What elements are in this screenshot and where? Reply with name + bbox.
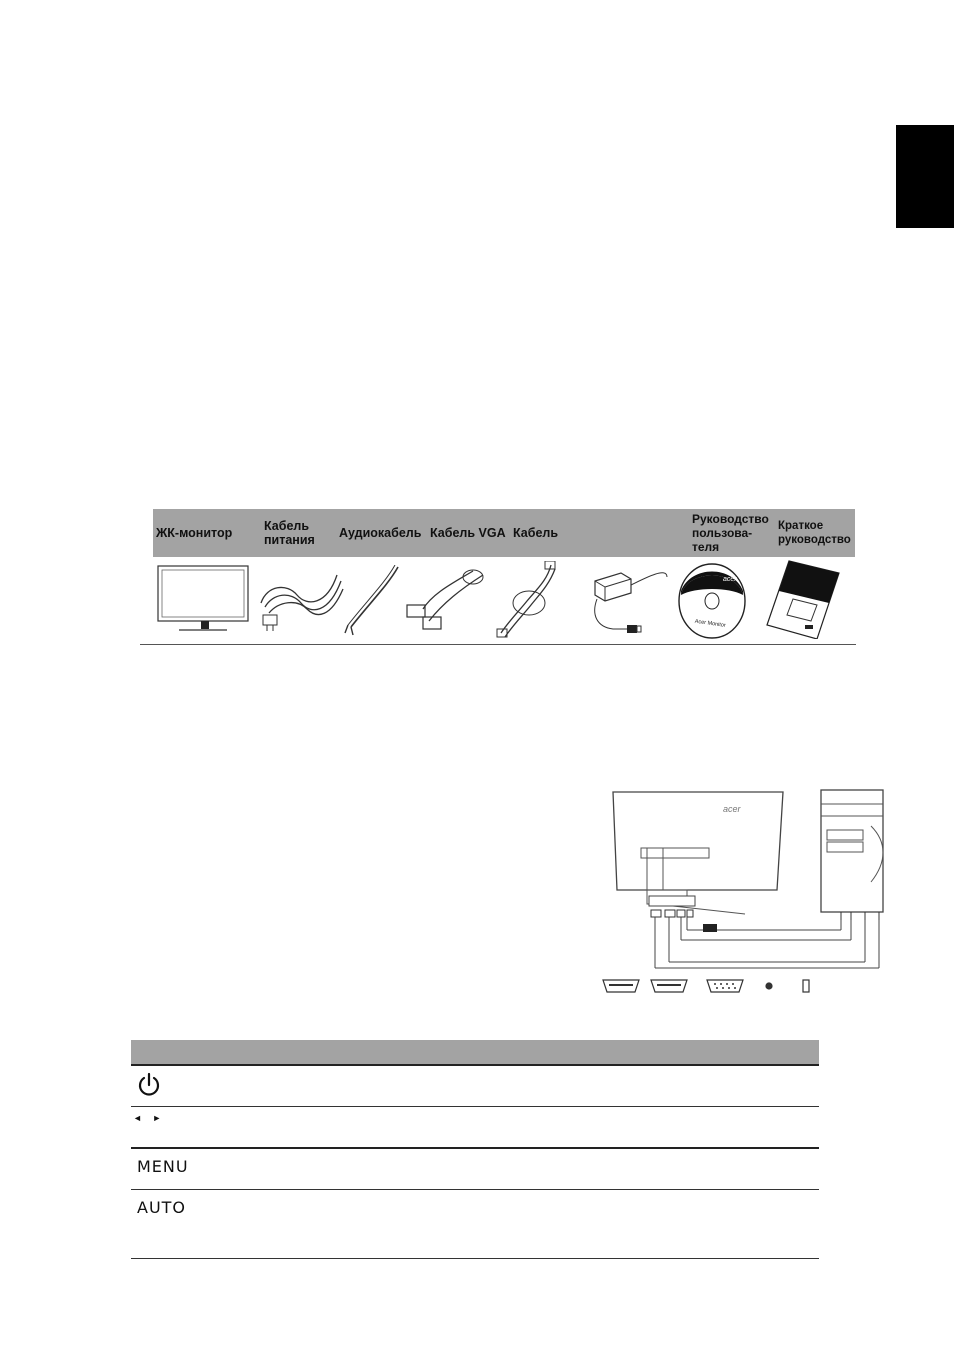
label-user-manual-line1: Руководство <box>692 512 769 526</box>
left-right-arrows-icon: ◄ ► <box>133 1113 166 1123</box>
label-audio-cable: Аудиокабель <box>339 526 422 540</box>
package-header <box>153 509 855 557</box>
lcd-monitor-icon <box>157 565 249 635</box>
quick-guide-icon <box>765 559 841 639</box>
label-power-cable-line2: питания <box>264 533 315 547</box>
label-quick-guide-line2: руководство <box>778 534 851 546</box>
controls-table <box>131 1040 819 1259</box>
label-lcd-monitor: ЖК-монитор <box>156 526 233 540</box>
vga-cable-icon <box>403 563 489 637</box>
audio-cable-icon <box>343 565 403 637</box>
power-cable-icon <box>257 565 345 637</box>
label-vga-cable: Кабель VGA <box>430 526 506 540</box>
control-row-auto <box>131 1190 819 1259</box>
language-tab <box>896 125 954 228</box>
label-quick-guide <box>778 519 851 547</box>
package-images <box>153 557 855 645</box>
control-row-arrows <box>131 1107 819 1149</box>
connection-diagram <box>595 782 895 1002</box>
controls-header <box>131 1040 819 1066</box>
package-bottom-rule <box>140 644 856 645</box>
label-user-manual <box>692 512 769 554</box>
menu-text-icon: MENU <box>137 1157 189 1176</box>
svg-text:acer: acer <box>723 576 737 583</box>
cd-disc-icon <box>677 561 747 641</box>
control-row-power <box>131 1066 819 1107</box>
monitor-brand-text: acer <box>723 804 741 814</box>
control-row-menu <box>131 1149 819 1190</box>
label-power-cable <box>264 519 315 547</box>
package-contents-table <box>153 509 855 645</box>
label-power-cable-line1: Кабель <box>264 519 310 533</box>
label-cable: Кабель <box>513 526 559 540</box>
signal-cable-icon <box>491 561 567 639</box>
label-user-manual-line2: пользова- <box>692 526 753 540</box>
cd-text: Acer Monitor <box>694 618 727 629</box>
label-user-manual-line3: теля <box>692 540 720 554</box>
power-icon <box>137 1072 161 1098</box>
auto-text-icon: AUTO <box>137 1198 187 1217</box>
label-quick-guide-line1: Краткое <box>778 520 824 532</box>
